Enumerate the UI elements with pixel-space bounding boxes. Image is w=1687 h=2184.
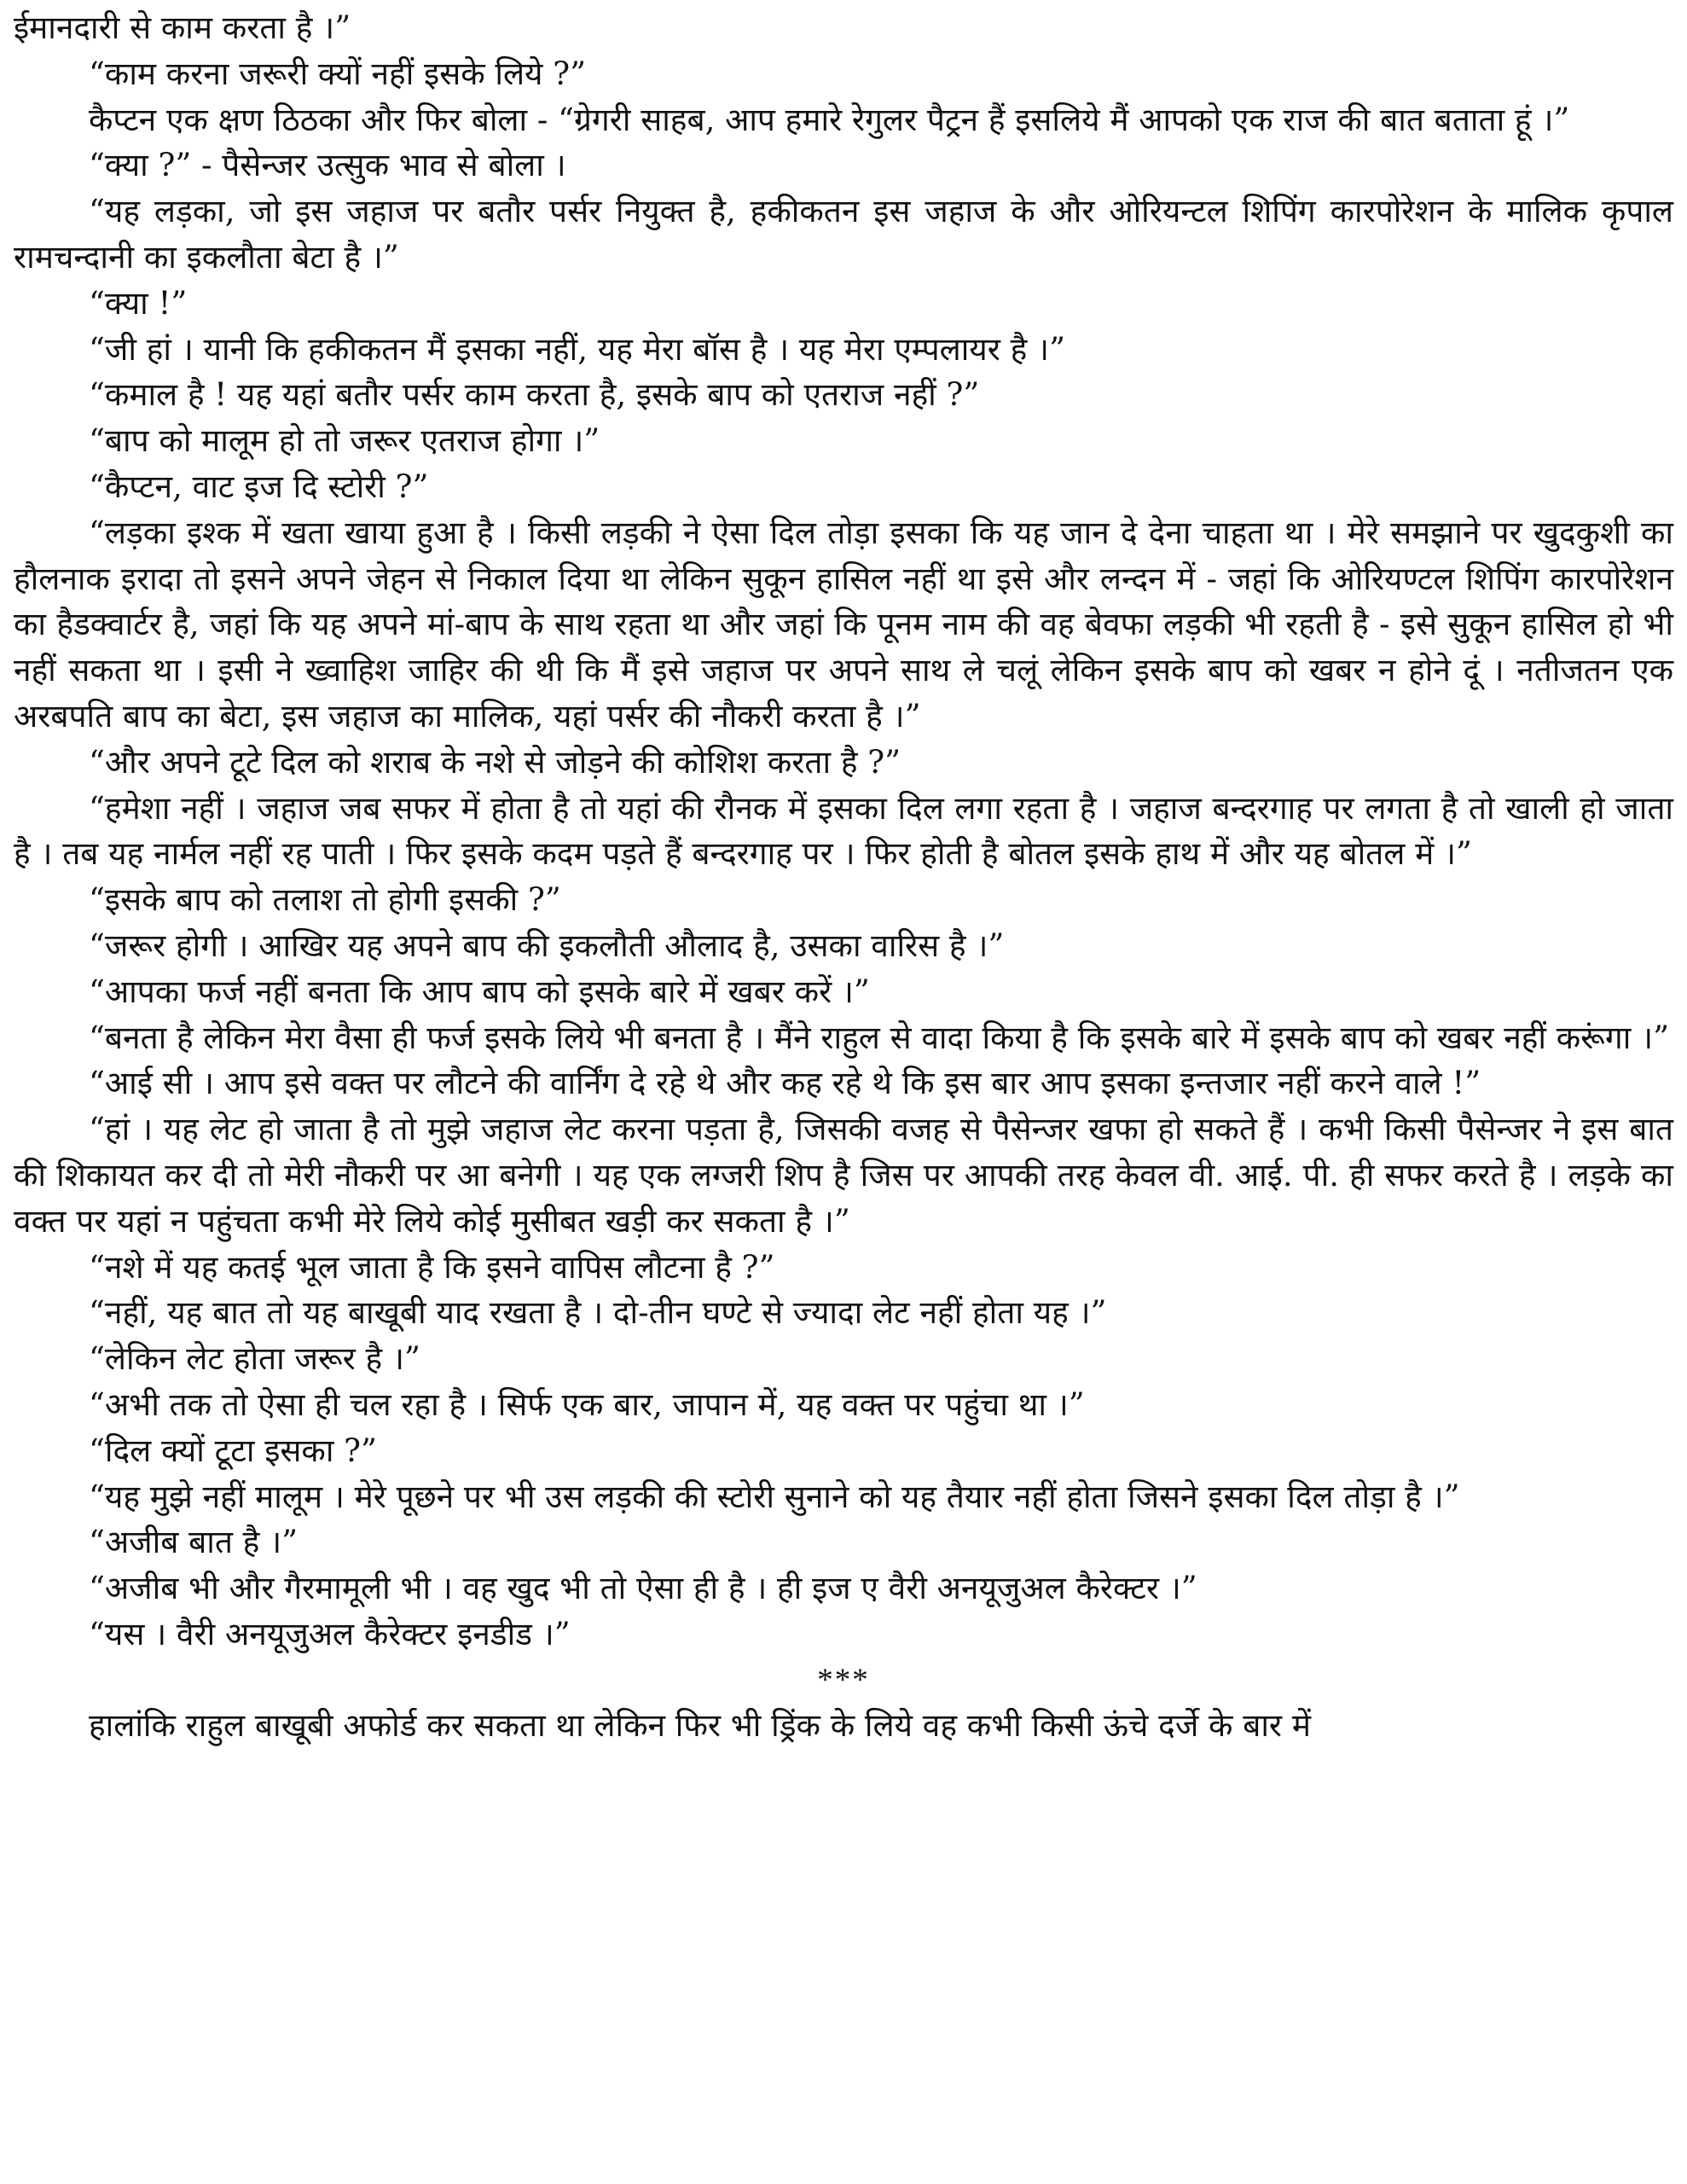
paragraph: कैप्टन एक क्षण ठिठका और फिर बोला - “ग्रेगरी साहब, आप हमारे रेगुलर पैट्रन हैं इसलिये मैं आपको एक राज की बात बताता हूं ।” xyxy=(89,101,1570,138)
paragraph: “बाप को मालूम हो तो जरूर एतराज होगा ।” xyxy=(89,422,600,460)
paragraph: “हमेशा नहीं । जहाज जब सफर में होता है तो यहां की रौनक में इसका दिल लगा रहता है । जहाज बन्दरगाह पर लगता है तो खाली हो जाता है । तब यह नार्मल नहीं रह पाती । फिर इसके कदम पड़ते हैं बन्दरगाह पर । फिर होती है बोतल इसके हाथ में और यह बोतल में ।” xyxy=(14,789,1673,873)
document-page xyxy=(14,5,1673,1749)
paragraph: “क्या !” xyxy=(89,284,188,322)
paragraph: “और अपने टूटे दिल को शराब के नशे से जोड़ने की कोशिश करता है ?” xyxy=(89,743,901,781)
paragraph: “लेकिन लेट होता जरूर है ।” xyxy=(89,1340,420,1378)
paragraph: “अजीब भी और गैरमामूली भी । वह खुद भी तो ऐसा ही है । ही इज ए वैरी अनयूजुअल कैरेक्टर ।” xyxy=(89,1570,1197,1607)
paragraph: “नहीं, यह बात तो यह बाखूबी याद रखता है । दो-तीन घण्टे से ज्यादा लेट नहीं होता यह ।” xyxy=(89,1294,1107,1332)
paragraph: “इसके बाप को तलाश तो होगी इसकी ?” xyxy=(89,881,561,919)
paragraph: “हां । यह लेट हो जाता है तो मुझे जहाज लेट करना पड़ता है, जिसकी वजह से पैसेन्जर खफा हो सकते हैं । कभी किसी पैसेन्जर ने इस बात की शिकायत कर दी तो मेरी नौकरी पर आ बनेगी । यह एक लग्जरी शिप है जिस पर आपकी तरह केवल वी. आई. पी. ही सफर करते है । लड़के का वक्त पर यहां न पहुंचता कभी मेरे लिये कोई मुसीबत खड़ी कर सकता है ।” xyxy=(14,1111,1673,1240)
paragraph: “अजीब बात है ।” xyxy=(89,1524,299,1561)
paragraph: “लड़का इश्क में खता खाया हुआ है । किसी लड़की ने ऐसा दिल तोड़ा इसका कि यह जान दे देना चाहता था । मेरे समझाने पर खुदकुशी का हौलनाक इरादा तो इसने अपने जेहन से निकाल दिया था लेकिन सुकून हासिल नहीं था इसे और लन्दन में - जहां कि ओरियण्टल शिपिंग कारपोरेशन का हैडक्वार्टर है, जहां कि यह अपने मां-बाप के साथ रहता था और जहां कि पूनम नाम की वह बेवफा लड़की भी रहती है - इसे सुकून हासिल हो भी नहीं सकता था । इसी ने ख्वाहिश जाहिर की थी कि मैं इसे जहाज पर अपने साथ ले चलूं लेकिन इसके बाप को खबर न होने दूं । नतीजतन एक अरबपति बाप का बेटा, इस जहाज का मालिक, यहां पर्सर की नौकरी करता है ।” xyxy=(14,514,1673,735)
section-break: *** xyxy=(817,1662,870,1698)
paragraph: “दिल क्यों टूटा इसका ?” xyxy=(89,1432,377,1469)
paragraph: “यह लड़का, जो इस जहाज पर बतौर पर्सर नियुक्त है, हकीकतन इस जहाज के और ओरियन्टल शिपिंग कारपोरेशन के मालिक कृपाल रामचन्दानी का इकलौता बेटा है ।” xyxy=(14,193,1673,276)
paragraph: “कैप्टन, वाट इज दि स्टोरी ?” xyxy=(89,468,429,505)
paragraph: “जरूर होगी । आखिर यह अपने बाप की इकलौती औलाद है, उसका वारिस है ।” xyxy=(89,926,1005,964)
paragraph: “कमाल है ! यह यहां बतौर पर्सर काम करता है, इसके बाप को एतराज नहीं ?” xyxy=(89,376,980,414)
paragraph: “क्या ?” - पैसेन्जर उत्सुक भाव से बोला । xyxy=(89,147,566,184)
paragraph: “अभी तक तो ऐसा ही चल रहा है । सिर्फ एक बार, जापान में, यह वक्त पर पहुंचा था ।” xyxy=(89,1385,1085,1423)
paragraph: “नशे में यह कतई भूल जाता है कि इसने वापिस लौटना है ?” xyxy=(89,1248,775,1286)
paragraph-last: हालांकि राहुल बाखूबी अफोर्ड कर सकता था लेकिन फिर भी ड्रिंक के लिये वह कभी किसी ऊंचे दर्जे के बार में xyxy=(89,1707,1311,1745)
paragraph: ईमानदारी से काम करता है ।” xyxy=(14,9,351,46)
paragraph: “यस । वैरी अनयूजुअल कैरेक्टर इनडीड ।” xyxy=(89,1615,571,1653)
paragraph: “जी हां । यानी कि हकीकतन मैं इसका नहीं, यह मेरा बॉस है । यह मेरा एम्पलायर है ।” xyxy=(89,330,1066,368)
paragraph: “आई सी । आप इसे वक्त पर लौटने की वार्निंग दे रहे थे और कह रहे थे कि इस बार आप इसका इन्तजार नहीं करने वाले !” xyxy=(89,1065,1481,1102)
paragraph: “आपका फर्ज नहीं बनता कि आप बाप को इसके बारे में खबर करें ।” xyxy=(89,973,870,1010)
paragraph: “काम करना जरूरी क्यों नहीं इसके लिये ?” xyxy=(89,55,587,92)
paragraph: “बनता है लेकिन मेरा वैसा ही फर्ज इसके लिये भी बनता है । मैंने राहुल से वादा किया है कि इसके बारे में इसके बाप को खबर नहीं करूंगा ।” xyxy=(89,1019,1670,1056)
paragraph: “यह मुझे नहीं मालूम । मेरे पूछने पर भी उस लड़की की स्टोरी सुनाने को यह तैयार नहीं होता जिसने इसका दिल तोड़ा है ।” xyxy=(89,1478,1460,1515)
